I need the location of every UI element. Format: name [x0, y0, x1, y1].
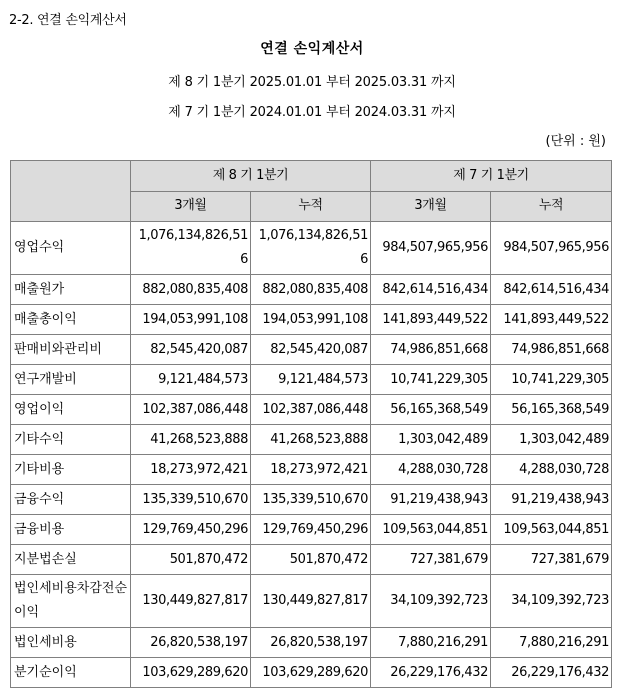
cell-value: 1,303,042,489 — [491, 425, 612, 455]
cell-value: 74,986,851,668 — [491, 335, 612, 365]
table-row — [11, 628, 612, 658]
cell-value: 82,545,420,087 — [251, 335, 371, 365]
table-row — [11, 485, 612, 515]
cell-value: 4,288,030,728 — [371, 455, 491, 485]
row-label: 금융수익 — [11, 485, 131, 515]
cell-value: 109,563,044,851 — [371, 515, 491, 545]
table-row — [11, 335, 612, 365]
cell-value: 18,273,972,421 — [131, 455, 251, 485]
table-row — [11, 455, 612, 485]
cell-value: 26,820,538,197 — [251, 628, 371, 658]
cell-value: 194,053,991,108 — [131, 305, 251, 335]
cell-value: 34,109,392,723 — [371, 575, 491, 628]
cell-value: 41,268,523,888 — [131, 425, 251, 455]
cell-value: 984,507,965,956 — [491, 222, 612, 275]
cell-value: 882,080,835,408 — [131, 275, 251, 305]
cell-value: 842,614,516,434 — [371, 275, 491, 305]
cell-value: 129,769,450,296 — [131, 515, 251, 545]
table-row — [11, 275, 612, 305]
cell-value: 91,219,438,943 — [491, 485, 612, 515]
subheader-prior-3m: 3개월 — [371, 191, 491, 222]
cell-value: 9,121,484,573 — [131, 365, 251, 395]
table-row — [11, 545, 612, 575]
row-label: 판매비와관리비 — [11, 335, 131, 365]
table-row — [11, 515, 612, 545]
cell-value: 984,507,965,956 — [371, 222, 491, 275]
table-row — [11, 575, 612, 628]
cell-value: 56,165,368,549 — [491, 395, 612, 425]
cell-value: 129,769,450,296 — [251, 515, 371, 545]
cell-value: 26,820,538,197 — [131, 628, 251, 658]
cell-value: 10,741,229,305 — [371, 365, 491, 395]
row-label: 연구개발비 — [11, 365, 131, 395]
cell-value: 26,229,176,432 — [371, 658, 491, 688]
cell-value: 9,121,484,573 — [251, 365, 371, 395]
cell-value: 1,303,042,489 — [371, 425, 491, 455]
table-row — [11, 365, 612, 395]
table-row — [11, 222, 612, 275]
row-label: 영업이익 — [11, 395, 131, 425]
period-current: 제 8 기 1분기 2025.01.01 부터 2025.03.31 까지 — [168, 75, 456, 90]
row-label: 매출총이익 — [11, 305, 131, 335]
cell-value: 34,109,392,723 — [491, 575, 612, 628]
cell-value: 130,449,827,817 — [131, 575, 251, 628]
cell-value: 842,614,516,434 — [491, 275, 612, 305]
table-row — [11, 425, 612, 455]
cell-value: 4,288,030,728 — [491, 455, 612, 485]
header-group-current: 제 8 기 1분기 — [131, 161, 371, 192]
cell-value: 109,563,044,851 — [491, 515, 612, 545]
cell-value: 1,076,134,826,516 — [251, 222, 371, 275]
row-label: 지분법손실 — [11, 545, 131, 575]
cell-value: 135,339,510,670 — [251, 485, 371, 515]
subheader-current-cumulative: 누적 — [251, 191, 371, 222]
row-label: 법인세비용차감전순이익 — [11, 575, 131, 628]
cell-value: 74,986,851,668 — [371, 335, 491, 365]
row-label: 법인세비용 — [11, 628, 131, 658]
row-label: 매출원가 — [11, 275, 131, 305]
header-group-prior: 제 7 기 1분기 — [371, 161, 612, 192]
row-label: 기타수익 — [11, 425, 131, 455]
cell-value: 7,880,216,291 — [491, 628, 612, 658]
cell-value: 501,870,472 — [251, 545, 371, 575]
cell-value: 194,053,991,108 — [251, 305, 371, 335]
cell-value: 41,268,523,888 — [251, 425, 371, 455]
section-heading: 2-2. 연결 손익계산서 — [9, 13, 127, 28]
subheader-current-3m: 3개월 — [131, 191, 251, 222]
cell-value: 91,219,438,943 — [371, 485, 491, 515]
cell-value: 135,339,510,670 — [131, 485, 251, 515]
row-label: 영업수익 — [11, 222, 131, 275]
cell-value: 141,893,449,522 — [371, 305, 491, 335]
cell-value: 882,080,835,408 — [251, 275, 371, 305]
cell-value: 7,880,216,291 — [371, 628, 491, 658]
table-row — [11, 395, 612, 425]
cell-value: 26,229,176,432 — [491, 658, 612, 688]
cell-value: 18,273,972,421 — [251, 455, 371, 485]
row-label: 기타비용 — [11, 455, 131, 485]
row-label: 금융비용 — [11, 515, 131, 545]
header-blank — [11, 161, 131, 222]
cell-value: 501,870,472 — [131, 545, 251, 575]
cell-value: 1,076,134,826,516 — [131, 222, 251, 275]
income-statement-table — [10, 160, 612, 688]
table-row — [11, 658, 612, 688]
row-label: 분기순이익 — [11, 658, 131, 688]
subheader-prior-cumulative: 누적 — [491, 191, 612, 222]
cell-value: 56,165,368,549 — [371, 395, 491, 425]
cell-value: 102,387,086,448 — [251, 395, 371, 425]
cell-value: 102,387,086,448 — [131, 395, 251, 425]
cell-value: 727,381,679 — [371, 545, 491, 575]
unit-label: (단위 : 원) — [545, 134, 606, 149]
cell-value: 103,629,289,620 — [131, 658, 251, 688]
cell-value: 103,629,289,620 — [251, 658, 371, 688]
period-prior: 제 7 기 1분기 2024.01.01 부터 2024.03.31 까지 — [168, 105, 456, 120]
cell-value: 141,893,449,522 — [491, 305, 612, 335]
cell-value: 82,545,420,087 — [131, 335, 251, 365]
cell-value: 10,741,229,305 — [491, 365, 612, 395]
header-row-periods — [11, 161, 612, 192]
cell-value: 727,381,679 — [491, 545, 612, 575]
document-title: 연결 손익계산서 — [260, 41, 364, 57]
table-row — [11, 305, 612, 335]
cell-value: 130,449,827,817 — [251, 575, 371, 628]
